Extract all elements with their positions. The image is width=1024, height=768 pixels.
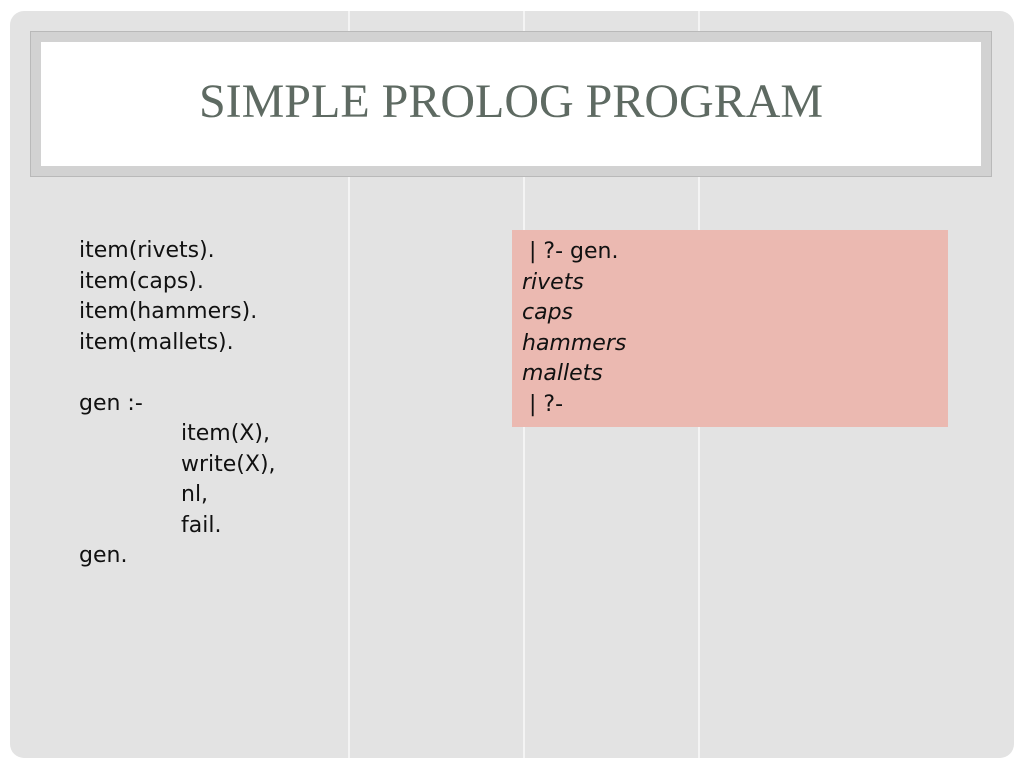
prompt-line: | ?- bbox=[522, 391, 564, 417]
title-box bbox=[41, 42, 981, 166]
final-clause: gen. bbox=[79, 543, 128, 568]
rule-head: gen :- bbox=[79, 390, 143, 416]
fact-line: item(mallets). bbox=[79, 329, 234, 355]
title-frame bbox=[30, 31, 992, 177]
output-line: caps bbox=[522, 300, 574, 325]
output-line: hammers bbox=[522, 330, 627, 356]
fact-line: item(rivets). bbox=[79, 238, 215, 263]
output-line: rivets bbox=[522, 269, 584, 295]
prolog-program bbox=[79, 236, 276, 572]
slide bbox=[10, 11, 1014, 758]
rule-body-line: write(X), bbox=[181, 451, 276, 477]
rule-body-line: fail. bbox=[181, 512, 222, 538]
rule-body-line: item(X), bbox=[181, 421, 270, 446]
output-line: mallets bbox=[522, 361, 603, 386]
fact-line: item(caps). bbox=[79, 268, 204, 294]
console-output-box bbox=[512, 230, 948, 427]
slide-title: SIMPLE PROLOG PROGRAM bbox=[198, 74, 824, 128]
rule-body-line: nl, bbox=[181, 482, 209, 507]
query-line: | ?- gen. bbox=[522, 239, 619, 264]
blank-line bbox=[79, 358, 276, 389]
fact-line: item(hammers). bbox=[79, 299, 258, 324]
